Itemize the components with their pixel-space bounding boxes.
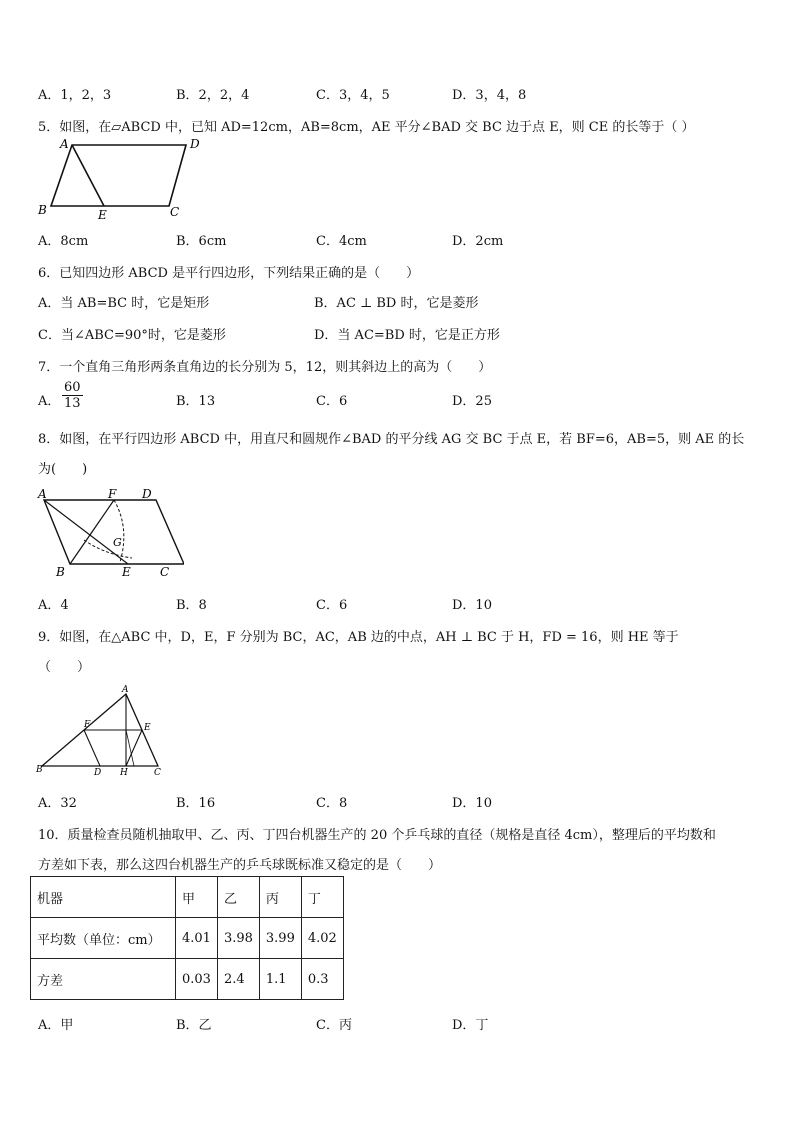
q6-option-c: C．当∠ABC=90°时，它是菱形: [38, 328, 226, 343]
q5-option-b: B．6cm: [176, 234, 227, 249]
q10-stem-line2: 方差如下表，那么这四台机器生产的乒乓球既标准又稳定的是（ ）: [38, 858, 442, 873]
q5-parallelogram-figure: [34, 136, 214, 222]
svg-text:C: C: [154, 768, 161, 778]
table-cell: 机器: [31, 877, 176, 918]
q8-stem-line1: 8．如图，在平行四边形 ABCD 中，用直尺和圆规作∠BAD 的平分线 AG 交 BC 于点 E，若 BF=6，AB=5，则 AE 的长: [38, 432, 745, 447]
svg-text:C: C: [160, 565, 170, 579]
table-cell: 3.98: [217, 918, 259, 959]
q4-option-d: D．3，4，8: [452, 88, 527, 103]
q5-option-a: A．8cm: [38, 234, 89, 249]
svg-text:G: G: [113, 536, 122, 549]
svg-text:E: E: [122, 565, 131, 579]
q4-option-c: C．3，4，5: [316, 88, 390, 103]
q10-option-a: A．甲: [38, 1018, 74, 1033]
q7-option-a-fraction: [62, 380, 83, 411]
q4-option-a: A．1，2，3: [38, 88, 112, 103]
table-row: [31, 918, 344, 959]
q9-option-b: B．16: [176, 796, 216, 811]
table-cell: 丁: [301, 877, 343, 918]
q7-fraction-numerator: 60: [64, 380, 81, 395]
svg-text:F: F: [84, 720, 91, 730]
q10-option-d: D．丁: [452, 1018, 489, 1033]
q9-option-a: A．32: [38, 796, 77, 811]
table-cell: 1.1: [259, 959, 301, 1000]
q5-stem: 5．如图，在▱ABCD 中，已知 AD=12cm，AB=8cm，AE 平分∠BAD 交 BC 边于点 E，则 CE 的长等于（ ）: [38, 120, 695, 135]
q9-option-d: D．10: [452, 796, 492, 811]
svg-text:B: B: [38, 203, 47, 217]
svg-text:D: D: [190, 137, 200, 151]
q7-option-b: B．13: [176, 394, 216, 409]
table-cell: 方差: [31, 959, 176, 1000]
q7-option-c: C．6: [316, 394, 348, 409]
table-cell: 4.01: [176, 918, 218, 959]
q5-option-d: D．2cm: [452, 234, 504, 249]
svg-text:B: B: [36, 765, 43, 775]
q7-stem: 7．一个直角三角形两条直角边的长分别为 5，12，则其斜边上的高为（ ）: [38, 360, 492, 375]
table-cell: 2.4: [217, 959, 259, 1000]
q6-option-a: A．当 AB=BC 时，它是矩形: [38, 296, 210, 311]
svg-text:A: A: [60, 137, 69, 151]
q8-option-a: A．4: [38, 598, 69, 613]
q8-option-b: B．8: [176, 598, 207, 613]
q9-stem-line1: 9．如图，在△ABC 中，D，E，F 分别为 BC，AC，AB 边的中点，AH ⊥ BC 于 H，FD = 16，则 HE 等于: [38, 630, 679, 645]
table-cell: 甲: [176, 877, 218, 918]
q8-parallelogram-figure: [34, 484, 184, 580]
svg-text:H: H: [120, 768, 128, 778]
table-cell: 0.03: [176, 959, 218, 1000]
q6-stem: 6．已知四边形 ABCD 是平行四边形，下列结果正确的是（ ）: [38, 266, 420, 281]
q8-stem-line2: 为( ): [38, 462, 88, 477]
q9-triangle-figure: [34, 682, 174, 778]
table-cell: 乙: [217, 877, 259, 918]
q5-option-c: C．4cm: [316, 234, 367, 249]
q6-option-d: D．当 AC=BD 时，它是正方形: [314, 328, 500, 343]
table-cell: 平均数（单位：cm）: [31, 918, 176, 959]
q6-option-b: B．AC ⊥ BD 时，它是菱形: [314, 296, 479, 311]
q4-option-b: B．2，2，4: [176, 88, 250, 103]
svg-text:C: C: [170, 205, 180, 219]
svg-text:A: A: [122, 685, 129, 695]
table-row: [31, 877, 344, 918]
svg-text:E: E: [144, 723, 151, 733]
table-cell: 4.02: [301, 918, 343, 959]
q10-option-c: C．丙: [316, 1018, 352, 1033]
svg-text:A: A: [38, 487, 47, 501]
table-cell: 3.99: [259, 918, 301, 959]
q10-stem-line1: 10．质量检查员随机抽取甲、乙、丙、丁四台机器生产的 20 个乒乓球的直径（规格是直径 4cm），整理后的平均数和: [38, 828, 716, 843]
svg-text:F: F: [108, 487, 117, 501]
table-row: [31, 959, 344, 1000]
table-cell: 丙: [259, 877, 301, 918]
q7-option-a-label: A．: [38, 394, 61, 409]
svg-text:D: D: [142, 487, 152, 501]
q8-option-d: D．10: [452, 598, 492, 613]
svg-text:D: D: [94, 768, 102, 778]
svg-text:B: B: [56, 565, 65, 579]
svg-text:E: E: [98, 208, 107, 222]
q10-option-b: B．乙: [176, 1018, 212, 1033]
q8-option-c: C．6: [316, 598, 348, 613]
table-cell: 0.3: [301, 959, 343, 1000]
q9-option-c: C．8: [316, 796, 348, 811]
q7-fraction-denominator: 13: [64, 396, 81, 411]
q7-option-d: D．25: [452, 394, 492, 409]
q10-data-table: [30, 876, 344, 1000]
q9-stem-line2: （ ）: [38, 660, 91, 675]
